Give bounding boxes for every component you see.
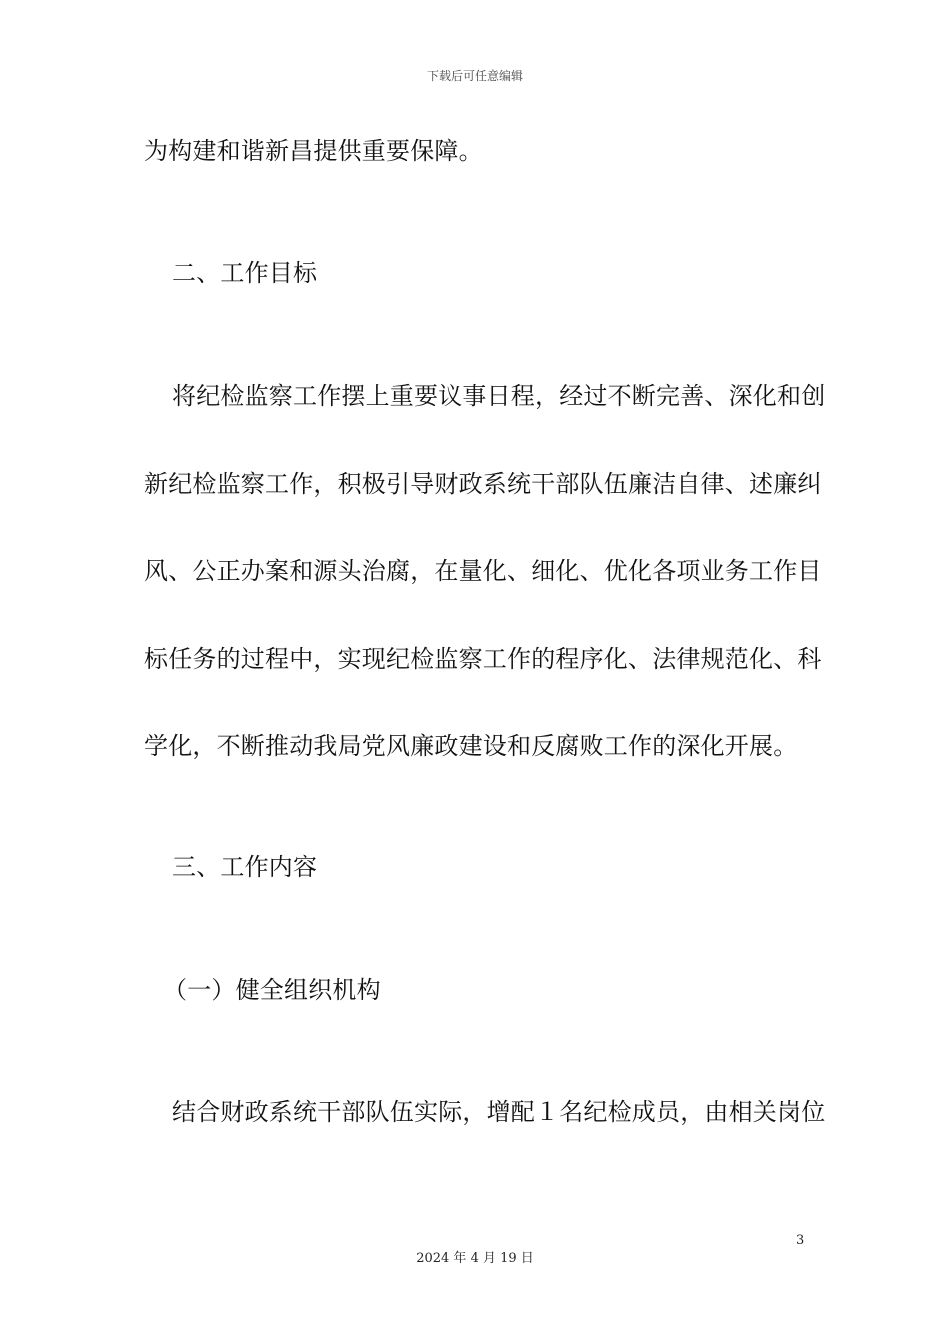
section-heading-goals: 二、工作目标	[172, 259, 318, 287]
footer-date: 2024 年 4 月 19 日	[416, 1251, 534, 1266]
section-heading-content: 三、工作内容	[172, 853, 318, 881]
body-line: 为构建和谐新昌提供重要保障。	[144, 137, 483, 165]
paragraph-line: 将纪检监察工作摆上重要议事日程，经过不断完善、深化和创	[172, 382, 826, 410]
paragraph-line: 标任务的过程中，实现纪检监察工作的程序化、法律规范化、科	[144, 645, 822, 673]
page-header: 下载后可任意编辑	[426, 69, 523, 83]
paragraph-line: 学化，不断推动我局党风廉政建设和反腐败工作的深化开展。	[144, 732, 798, 760]
paragraph-line: 新纪检监察工作，积极引导财政系统干部队伍廉洁自律、述廉纠	[144, 470, 822, 498]
page-number: 3	[796, 1233, 805, 1248]
paragraph-line: 风、公正办案和源头治腐，在量化、细化、优化各项业务工作目	[144, 557, 822, 585]
subsection-heading: （一）健全组织机构	[163, 976, 381, 1004]
paragraph-line: 结合财政系统干部队伍实际，增配１名纪检成员，由相关岗位	[172, 1098, 826, 1126]
